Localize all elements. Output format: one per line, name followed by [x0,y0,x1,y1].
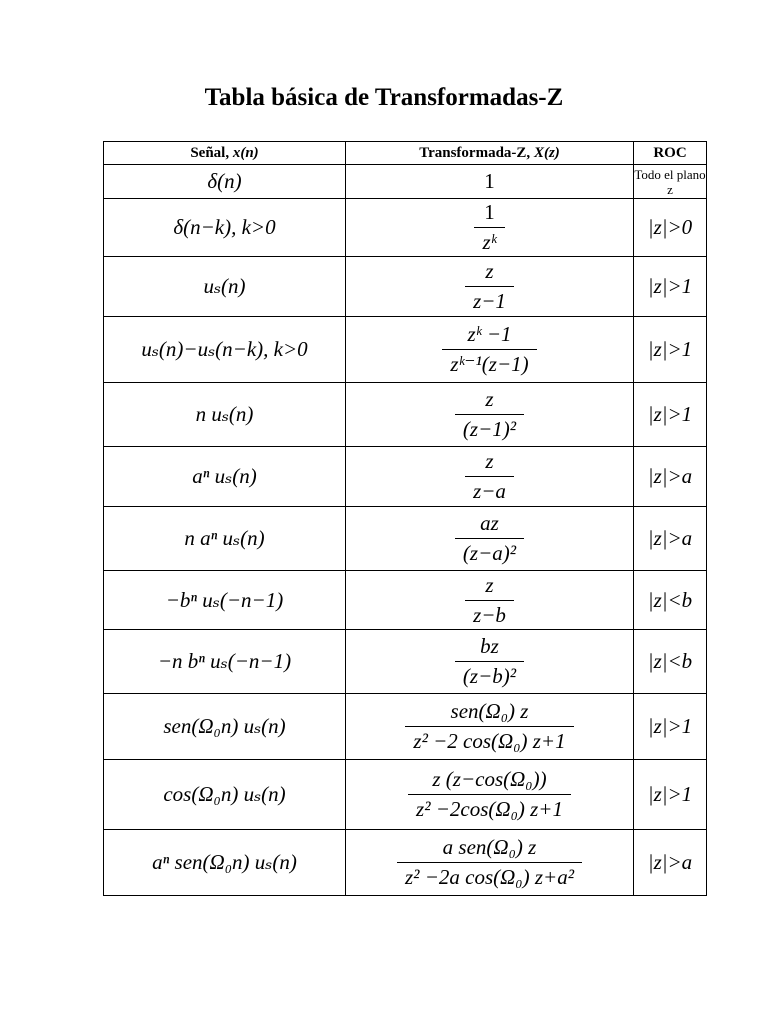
transform-cell: $\frac{\text{a sen(Ω₀) z}}{\text{z² −2a cos(Ω₀) z+a²}}$ [346,830,634,896]
transform-cell: $\frac{z}{z-1}$ [346,257,634,317]
table-row [104,507,707,571]
table-row [104,760,707,830]
roc-cell: |z|>1 [634,694,707,760]
table-row [104,571,707,630]
roc-cell: |z|>a [634,507,707,571]
transform-cell: $\frac{\text{zᵏ −1}}{\text{zᵏ⁻¹(z−1)}}$ [346,317,634,383]
signal-header: Señal, x(n) [104,142,346,165]
roc-cell: |z|>1 [634,257,707,317]
signal-cell: n aⁿ uₛ(n) [104,507,346,571]
signal-cell: −n bⁿ uₛ(−n−1) [104,630,346,694]
transform-cell: $\frac{\text{z (z−cos(Ω₀))}}{\text{z² −2cos(Ω₀) z+1}}$ [346,760,634,830]
table-row [104,165,707,199]
header-row [104,142,707,165]
table-row [104,257,707,317]
signal-cell: aⁿ sen(Ω₀n) uₛ(n) [104,830,346,896]
signal-cell: n uₛ(n) [104,383,346,447]
roc-cell: |z|>a [634,447,707,507]
roc-header: ROC [634,142,707,165]
roc-cell: Todo el plano z [634,166,706,197]
transform-cell: $\frac{bz}{\text{(z−b)²}}$ [346,630,634,694]
signal-cell: cos(Ω₀n) uₛ(n) [104,760,346,830]
z-transform-table [103,141,707,896]
transform-header: Transformada-Z, X(z) [346,142,634,165]
transform-cell: $\frac{z}{z-a}$ [346,447,634,507]
roc-cell: |z|<b [634,571,707,630]
table-row [104,199,707,257]
signal-cell: δ(n) [104,165,346,199]
signal-cell: −bⁿ uₛ(−n−1) [104,571,346,630]
roc-cell: |z|<b [634,630,707,694]
roc-cell: |z|>0 [634,199,707,257]
table-row [104,383,707,447]
signal-cell: sen(Ω₀n) uₛ(n) [104,694,346,760]
table-row [104,447,707,507]
transform-cell: $\frac{z}{\text{(z−1)²}}$ [346,383,634,447]
transform-cell: $\frac{\text{sen(Ω₀) z}}{\text{z² −2 cos(Ω₀) z+1}}$ [346,694,634,760]
transform-cell: $\frac{z}{z-b}$ [346,571,634,630]
transform-cell: 1 [346,165,634,199]
roc-cell: |z|>1 [634,760,707,830]
signal-cell: uₛ(n) [104,257,346,317]
transform-cell: $\frac{1}{\text{zᵏ}}$ [346,199,634,257]
table-row [104,830,707,896]
roc-cell: |z|>1 [634,383,707,447]
signal-cell: uₛ(n)−uₛ(n−k), k>0 [104,317,346,383]
table-row [104,630,707,694]
table-row [104,694,707,760]
signal-cell: aⁿ uₛ(n) [104,447,346,507]
signal-cell: δ(n−k), k>0 [104,199,346,257]
roc-cell: |z|>a [634,830,707,896]
page-title: Tabla básica de Transformadas-Z [204,84,564,111]
transform-cell: $\frac{az}{\text{(z−a)²}}$ [346,507,634,571]
roc-cell: |z|>1 [634,317,707,383]
table-row [104,317,707,383]
